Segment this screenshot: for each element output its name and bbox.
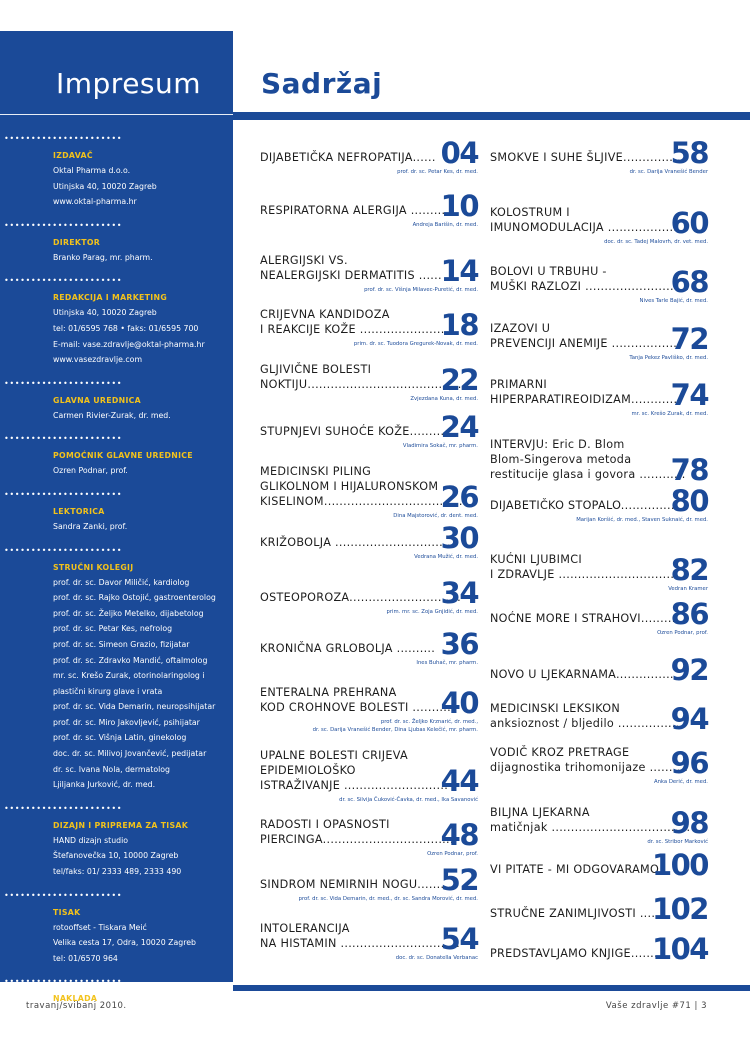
- toc-page-number: 26: [440, 480, 478, 514]
- toc-page-number: 100: [651, 848, 708, 882]
- impresum-section: [0, 547, 233, 793]
- dotted-divider: ••••••••••••••••••••••: [4, 804, 123, 813]
- toc-entry[interactable]: [260, 685, 478, 733]
- impresum-line: prof. dr. sc. Davor Miličić, kardiolog: [53, 577, 190, 587]
- toc-page-number: 92: [670, 653, 708, 687]
- toc-page-number: 68: [670, 265, 708, 299]
- toc-page-number: 14: [440, 254, 478, 288]
- impresum-line: prof. dr. sc. Višnja Latin, ginekolog: [53, 733, 187, 743]
- impresum-heading: POMOĆNIK GLAVNE UREDNICE: [53, 451, 193, 461]
- toc-entry-title-line: NOKTIJU..........................................: [260, 378, 470, 391]
- toc-entry[interactable]: [490, 136, 708, 175]
- impresum-heading: GLAVNA UREDNICA: [53, 395, 141, 405]
- impresum-section: [0, 380, 233, 424]
- toc-entry-title-line: EPIDEMIOLOŠKO: [260, 764, 356, 777]
- dotted-divider: ••••••••••••••••••••••: [4, 490, 123, 499]
- toc-entry[interactable]: [260, 136, 478, 175]
- toc-page-number: 10: [440, 189, 478, 223]
- toc-entry[interactable]: [260, 576, 478, 615]
- toc-entry[interactable]: [260, 307, 478, 347]
- impresum-body: [0, 920, 233, 967]
- toc-entry-title-line: KUĆNI LJUBIMCI: [490, 553, 582, 566]
- toc-entry[interactable]: [490, 745, 708, 785]
- toc-entry-title-line: UPALNE BOLESTI CRIJEVA: [260, 749, 408, 762]
- impresum-line: www.oktal-pharma.hr: [53, 197, 137, 207]
- toc-entry-title-line: RADOSTI I OPASNOSTI: [260, 818, 390, 831]
- toc-page-number: 82: [670, 553, 708, 587]
- impresum-heading: DIREKTOR: [53, 237, 101, 247]
- dotted-divider: ••••••••••••••••••••••: [4, 277, 123, 286]
- toc-entry[interactable]: [260, 362, 478, 402]
- toc-entry-author: prof. dr. sc. Višnja Milavec-Puretić, dr. med.: [364, 287, 478, 293]
- impresum-line: prof. dr. sc. Rajko Ostojić, gastroenterolog: [53, 593, 216, 603]
- dotted-divider: ••••••••••••••••••••••: [4, 379, 123, 388]
- toc-entry-title-line: DIJABETIČKA NEFROPATIJA......: [260, 151, 436, 164]
- toc-entry-title-line: KOD CROHNOVE BOLESTI ..........: [260, 701, 451, 714]
- toc-entry[interactable]: [490, 437, 708, 487]
- toc-entry-title-line: STUPNJEVI SUHOĆE KOŽE.........: [260, 425, 445, 438]
- toc-page-number: 60: [670, 206, 708, 240]
- toc-entry[interactable]: [490, 653, 708, 687]
- toc-entry-author: Vedran Kramer: [668, 586, 708, 592]
- dotted-divider: ••••••••••••••••••••••: [4, 435, 123, 444]
- impresum-title: Impresum: [56, 67, 202, 100]
- toc-entry-title-line: PREDSTAVLJAMO KNJIGE.......: [490, 947, 658, 960]
- impresum-body: [0, 463, 233, 479]
- impresum-body: [0, 305, 233, 367]
- impresum-line: prof. dr. sc. Miro Jakovljević, psihijatar: [53, 717, 200, 727]
- toc-entry-title-line: KOLOSTRUM I: [490, 206, 570, 219]
- toc-entry-title-line: OSTEOPOROZA.............................: [260, 591, 461, 604]
- toc-entry[interactable]: [490, 264, 708, 304]
- toc-page-number: 104: [651, 932, 708, 966]
- toc-entry-title-line: IZAZOVI U: [490, 322, 551, 335]
- toc-entry-title-line: MEDICINSKI PILING: [260, 465, 372, 478]
- toc-entry-title-line: ISTRAŽIVANJE ...........................: [260, 779, 449, 792]
- toc-entry-title-line: matičnjak ....................................: [490, 821, 691, 834]
- impresum-line: plastični kirurg glave i vrata: [53, 686, 163, 696]
- impresum-divider: [0, 114, 233, 115]
- impresum-heading: STRUČNI KOLEGIJ: [53, 562, 134, 572]
- impresum-section: [0, 435, 233, 479]
- impresum-line: Branko Parag, mr. pharm.: [53, 252, 153, 262]
- toc-entry-author: Zvjezdana Kuna, dr. med.: [410, 396, 478, 402]
- toc-entry-title-line: DIJABETIČKO STOPALO..............: [490, 499, 675, 512]
- impresum-line: prof. dr. sc. Željko Metelko, dijabetolog: [53, 608, 204, 618]
- toc-entry-author: prof. dr. sc. Željko Krznarić, dr. med.,: [380, 719, 478, 725]
- dotted-divider: ••••••••••••••••••••••: [4, 221, 123, 230]
- toc-page-number: 30: [440, 521, 478, 555]
- toc-entry-title-line: KISELINOM....................................: [260, 495, 463, 508]
- toc-entry-author: Tanja Pekez Pavliško, dr. med.: [629, 355, 708, 361]
- toc-entry-author: Ozren Podnar, prof.: [657, 630, 708, 636]
- toc-entry-author: dr. sc. Darija Vranešić Bender, Dina Ljubas Kelečić, mr. pharm.: [312, 727, 478, 733]
- toc-entry-author: Nives Tarle Bajić, dr. med.: [639, 298, 708, 304]
- impresum-line: Utinjska 40, 10020 Zagreb: [53, 181, 157, 191]
- toc-entry-author: Anka Derić, dr. med.: [653, 779, 708, 785]
- impresum-section: [0, 491, 233, 535]
- toc-entry-title-line: NOĆNE MORE I STRAHOVI..........: [490, 612, 680, 625]
- impresum-line: prof. dr. sc. Petar Kes, nefrolog: [53, 624, 173, 634]
- toc-entry-title-line: dijagnostika trihomonijaze ..........: [490, 761, 689, 774]
- toc-entry[interactable]: [260, 748, 478, 803]
- toc-entry-title-line: BOLOVI U TRBUHU -: [490, 265, 607, 278]
- toc-entry[interactable]: [260, 817, 478, 857]
- footer-page-number: Vaše zdravlje #71 | 3: [605, 1001, 707, 1011]
- toc-entry-author: doc. dr. sc. Tadej Malovrh, dr. vet. med.: [604, 239, 708, 245]
- toc-entry-title-line: NOVO U LJEKARNAMA...............: [490, 668, 674, 681]
- toc-entry-title-line: CRIJEVNA KANDIDOZA: [260, 308, 390, 321]
- toc-page-number: 36: [440, 627, 478, 661]
- impresum-body: [0, 163, 233, 210]
- toc-entry[interactable]: [490, 321, 708, 361]
- toc-entry[interactable]: [260, 627, 478, 666]
- toc-entry-author: doc. dr. sc. Donatella Verbanac: [395, 955, 478, 961]
- footer-issue-date: travanj/svibanj 2010.: [26, 1001, 127, 1011]
- toc-entry-title-line: KRONIČNA GRLOBOLJA ..........: [260, 642, 436, 655]
- toc-entry-title-line: SINDROM NEMIRNIH NOGU.........: [260, 878, 453, 891]
- toc-entry-author: prof. dr. sc. Vida Demarin, dr. med., dr. sc. Sandra Morović, dr. med.: [298, 896, 478, 902]
- toc-entry[interactable]: [260, 921, 478, 961]
- impresum-section: [0, 892, 233, 967]
- toc-page-number: 78: [670, 453, 708, 487]
- toc-entry[interactable]: [260, 410, 478, 449]
- toc-entry-author: Ozren Podnar, prof.: [427, 851, 478, 857]
- impresum-line: Utinjska 40, 10020 Zagreb: [53, 308, 157, 318]
- toc-page-number: 94: [670, 702, 708, 736]
- toc-page-number: 80: [670, 484, 708, 518]
- toc-page-number: 52: [440, 863, 478, 897]
- toc-entry-title-line: I REAKCIJE KOŽE .........................: [260, 323, 457, 336]
- toc-entry-title-line: KRIŽOBOLJA ................................: [260, 536, 459, 549]
- toc-entry-title-line: MUŠKI RAZLOZI ...........................: [490, 280, 690, 293]
- toc-entry-author: Vladimira Sokač, mr. pharm.: [402, 443, 478, 449]
- impresum-line: HAND dizajn studio: [53, 835, 129, 845]
- toc-page-number: 58: [670, 136, 708, 170]
- toc-entry-title-line: ENTERALNA PREHRANA: [260, 686, 397, 699]
- toc-entry-title-line: SMOKVE I SUHE ŠLJIVE...............: [490, 151, 681, 164]
- impresum-line: prof. dr. sc. Simeon Grazio, fizijatar: [53, 639, 190, 649]
- toc-entry[interactable]: [490, 597, 708, 636]
- toc-page-number: 48: [440, 818, 478, 852]
- toc-entry-title-line: restitucije glasa i govora ............: [490, 468, 686, 481]
- impresum-section: [0, 805, 233, 880]
- toc-entry-title-line: PIERCINGA...................................: [260, 833, 458, 846]
- toc-entry-title-line: anksioznost / bljedilo .................: [490, 717, 684, 730]
- impresum-line: prof. dr. sc. Vida Demarin, neuropsihijatar: [53, 702, 216, 712]
- toc-entry-title-line: VI PITATE - MI ODGOVARAMO..: [490, 863, 667, 876]
- impresum-heading: DIZAJN I PRIPREMA ZA TISAK: [53, 820, 189, 830]
- impresum-line: Velika cesta 17, Odra, 10020 Zagreb: [53, 938, 196, 948]
- toc-entry[interactable]: [490, 932, 708, 966]
- impresum-line: doc. dr. sc. Milivoj Jovančević, pedijatar: [53, 749, 207, 759]
- impresum-section: [0, 135, 233, 210]
- toc-entry-title-line: RESPIRATORNA ALERGIJA .........: [260, 204, 446, 217]
- impresum-line: tel: 01/6595 768 • faks: 01/6595 700: [53, 323, 199, 333]
- toc-page-number: 18: [440, 308, 478, 342]
- toc-entry-author: Andreja Barišin, dr. med.: [412, 222, 478, 228]
- toc-entry[interactable]: [260, 253, 478, 293]
- impresum-body: [0, 833, 233, 880]
- impresum-line: E-mail: vase.zdravlje@oktal-pharma.hr: [53, 339, 205, 349]
- toc-page-number: 44: [440, 764, 478, 798]
- header-bar: [233, 112, 750, 120]
- impresum-line: Sandra Zanki, prof.: [53, 521, 128, 531]
- toc-entry[interactable]: [490, 805, 708, 845]
- toc-page-number: 04: [440, 136, 478, 170]
- impresum-heading: LEKTORICA: [53, 506, 105, 516]
- impresum-heading: IZDAVAČ: [53, 151, 93, 160]
- toc-page-number: 34: [440, 576, 478, 610]
- toc-entry[interactable]: [490, 552, 708, 592]
- impresum-line: 90.000: [53, 1009, 81, 1019]
- impresum-body: [0, 519, 233, 535]
- footer-bar: [233, 985, 750, 991]
- toc-entry[interactable]: [260, 863, 478, 902]
- toc-entry-title-line: PRIMARNI: [490, 378, 547, 391]
- toc-entry-title-line: HIPERPARATIREOIDIZAM............: [490, 393, 678, 406]
- toc-entry-author: Vedrana Mužić, dr. med.: [414, 554, 478, 560]
- toc-entry[interactable]: [490, 205, 708, 245]
- toc-entry-author: prof. dr. sc. Petar Kes, dr. med.: [397, 169, 478, 175]
- toc-entry-author: Dina Majstorović, dr. dent. med.: [393, 513, 478, 519]
- toc-entry-title-line: BILJNA LJEKARNA: [490, 806, 590, 819]
- toc-page-number: 72: [670, 322, 708, 356]
- toc-entry[interactable]: [490, 848, 708, 882]
- toc-entry-author: prim. mr. sc. Zoja Gnjidić, dr. med.: [386, 609, 478, 615]
- toc-entry-title-line: GLIKOLNOM I HIJALURONSKOM: [260, 480, 439, 493]
- impresum-heading: NAKLADA: [53, 994, 98, 1004]
- impresum-line: tel/faks: 01/ 2333 489, 2333 490: [53, 867, 182, 877]
- impresum-section: [0, 277, 233, 367]
- impresum-body: [0, 575, 233, 793]
- toc-entry-title-line: VODIČ KROZ PRETRAGE: [490, 746, 630, 759]
- dotted-divider: ••••••••••••••••••••••: [4, 135, 123, 143]
- toc-entry-title-line: ALERGIJSKI VS.: [260, 254, 348, 267]
- toc-entry[interactable]: [490, 701, 708, 736]
- impresum-line: Ljiljanka Jurković, dr. med.: [53, 780, 156, 790]
- toc-entry-title-line: PREVENCIJI ANEMIJE .................: [490, 337, 678, 350]
- toc-page-number: 74: [670, 378, 708, 412]
- toc-page-number: 98: [670, 806, 708, 840]
- impresum-line: prof. dr. sc. Zdravko Mandić, oftalmolog: [53, 655, 208, 665]
- toc-entry-title-line: GLJIVIČNE BOLESTI: [260, 363, 372, 376]
- impresum-section: [0, 222, 233, 266]
- toc-entry-title-line: Blom-Singerova metoda: [490, 453, 632, 466]
- impresum-line: dr. sc. Ivana Nola, dermatolog: [53, 764, 170, 774]
- toc-entry-title-line: INTERVJU: Eric D. Blom: [490, 438, 625, 451]
- impresum-body: [0, 408, 233, 424]
- dotted-divider: ••••••••••••••••••••••: [4, 546, 123, 555]
- dotted-divider: ••••••••••••••••••••••: [4, 978, 123, 987]
- impresum-line: mr. sc. Krešo Zurak, otorinolaringolog i: [53, 671, 205, 681]
- toc-entry-title-line: INTOLERANCIJA: [260, 922, 350, 935]
- toc-page-number: 40: [440, 686, 478, 720]
- toc-page-number: 86: [670, 597, 708, 631]
- toc-entry-author: dr. sc. Stribor Marković: [647, 839, 708, 845]
- impresum-list: [0, 135, 233, 1034]
- toc-entry[interactable]: [260, 464, 478, 519]
- dotted-divider: ••••••••••••••••••••••: [4, 891, 123, 900]
- toc-entry-author: dr. sc. Silvija Čuković-Čavka, dr. med., Ika Savanović: [339, 797, 478, 803]
- toc-entry[interactable]: [490, 892, 708, 926]
- toc-entry-title-line: MEDICINSKI LEKSIKON: [490, 702, 621, 715]
- impresum-body: [0, 250, 233, 266]
- toc-entry-title-line: IMUNOMODULACIJA ...................: [490, 221, 682, 234]
- impresum-line: Ozren Podnar, prof.: [53, 466, 128, 476]
- toc-entry-author: mr. sc. Krešo Zurak, dr. med.: [631, 411, 708, 417]
- toc-entry[interactable]: [490, 484, 708, 523]
- toc-entry-title-line: NA HISTAMIN ...............................: [260, 937, 461, 950]
- toc-entry-author: Ines Buhač, mr. pharm.: [416, 660, 478, 666]
- toc-entry-title-line: I ZDRAVLJE .................................: [490, 568, 686, 581]
- toc-page-number: 54: [440, 922, 478, 956]
- toc-entry-author: dr. sc. Darija Vranešić Bender: [629, 169, 708, 175]
- toc-entry[interactable]: [260, 189, 478, 228]
- toc-entry-title-line: STRUČNE ZANIMLJIVOSTI ......: [490, 907, 663, 920]
- impresum-line: www.vasezdravlje.com: [53, 355, 143, 365]
- toc-entry-title-line: NEALERGIJSKI DERMATITIS ......: [260, 269, 442, 282]
- impresum-heading: REDAKCIJA I MARKETING: [53, 293, 168, 303]
- impresum-line: Carmen Rivier-Zurak, dr. med.: [53, 410, 171, 420]
- toc-page-number: 24: [440, 410, 478, 444]
- toc-page-number: 96: [670, 746, 708, 780]
- sadrzaj-title: Sadržaj: [261, 67, 383, 100]
- toc-entry[interactable]: [490, 377, 708, 417]
- toc-entry[interactable]: [260, 521, 478, 560]
- impresum-line: rotooffset - Tiskara Meić: [53, 922, 147, 932]
- toc-entry-author: prim. dr. sc. Tuodora Gregurek-Novak, dr. med.: [353, 341, 478, 347]
- impresum-heading: TISAK: [53, 907, 81, 917]
- toc-page-number: 102: [651, 892, 708, 926]
- impresum-line: tel: 01/6570 964: [53, 953, 118, 963]
- toc-page-number: 22: [440, 363, 478, 397]
- toc-entry-author: Marijan Koršić, dr. med., Staven Suknaić, dr. med.: [576, 517, 708, 523]
- impresum-line: Oktal Pharma d.o.o.: [53, 166, 131, 175]
- impresum-line: Štefanovečka 10, 10000 Zagreb: [53, 851, 179, 861]
